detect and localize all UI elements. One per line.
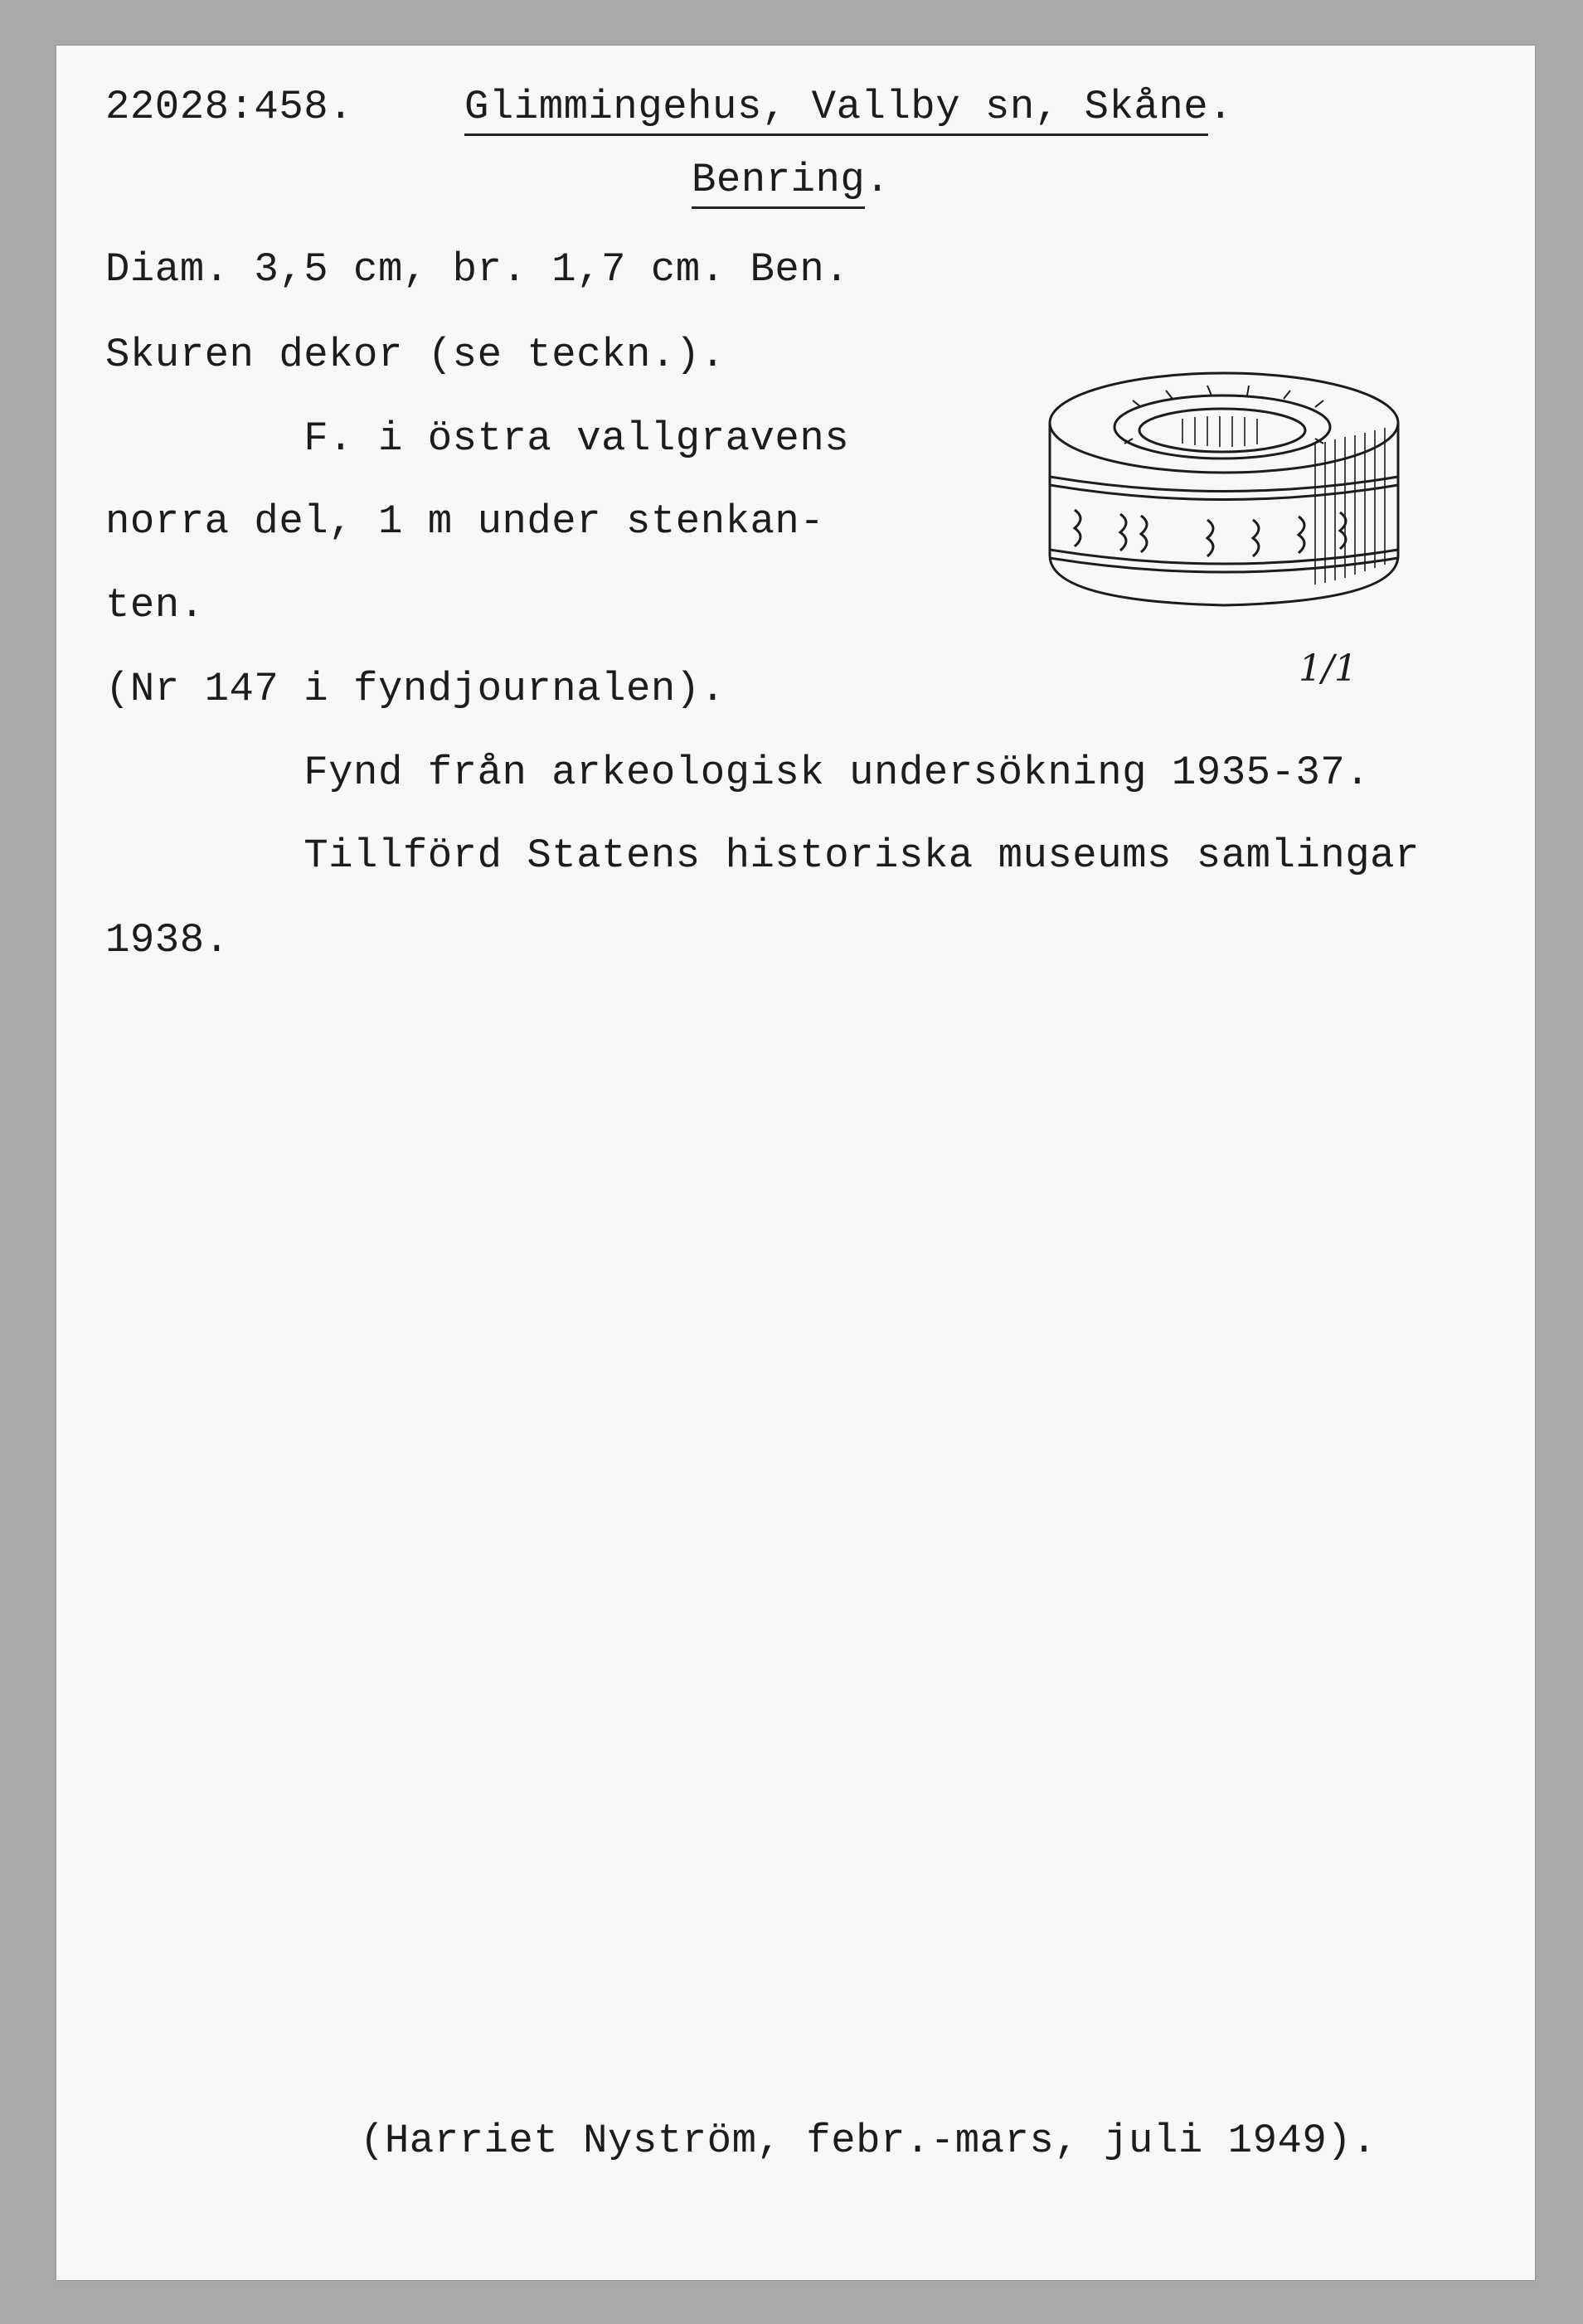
find-place bbox=[464, 84, 1234, 130]
acquisition-year: 1938. bbox=[105, 917, 230, 963]
find-location-line: F. i östra vallgravens bbox=[105, 415, 850, 462]
object-title-text: Benring bbox=[692, 157, 865, 209]
excavation-note: Fynd från arkeologisk undersökning 1935-37. bbox=[105, 750, 1371, 796]
find-location-line: norra del, 1 m under stenkan- bbox=[105, 498, 825, 545]
description-line: Skuren dekor (se teckn.). bbox=[105, 332, 726, 378]
acquisition-note: Tillförd Statens historiska museums samlingar bbox=[105, 832, 1420, 879]
object-title-period: . bbox=[865, 157, 891, 203]
find-place-period: . bbox=[1208, 84, 1234, 130]
find-place-text: Glimmingehus, Vallby sn, Skåne bbox=[464, 84, 1208, 136]
find-location-line: ten. bbox=[105, 582, 205, 628]
drawing-scale: 1/1 bbox=[1299, 648, 1357, 690]
bone-ring-drawing bbox=[1042, 361, 1406, 643]
catalog-card bbox=[56, 46, 1535, 2280]
journal-reference: (Nr 147 i fyndjournalen). bbox=[105, 666, 726, 712]
description-line: Diam. 3,5 cm, br. 1,7 cm. Ben. bbox=[105, 246, 850, 293]
catalog-number: 22028:458. bbox=[105, 84, 354, 130]
object-title bbox=[692, 157, 891, 203]
cataloguer-signature: (Harriet Nyström, febr.-mars, juli 1949). bbox=[360, 2118, 1377, 2164]
